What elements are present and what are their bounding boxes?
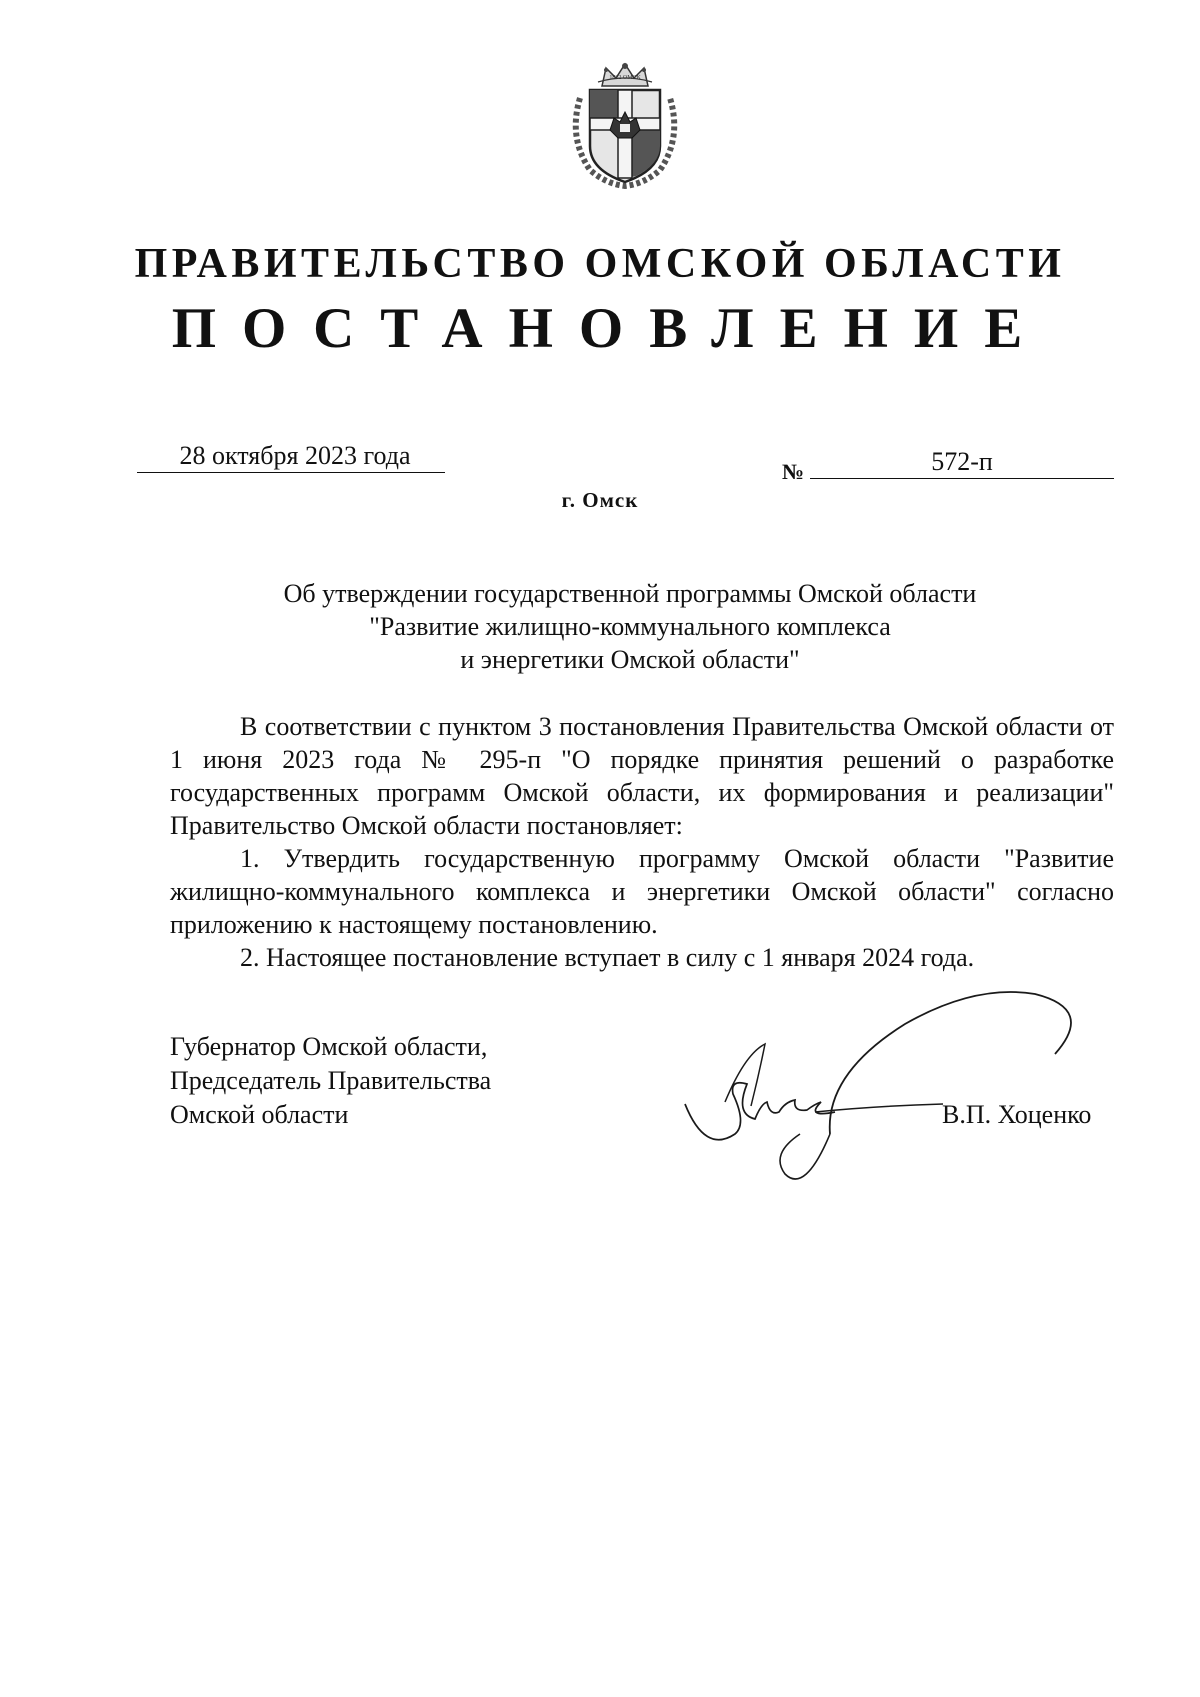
preamble-paragraph: В соответствии с пунктом 3 постановления Правительства Омской области от 1 июня 2023 года № 295-п "О порядке принятия решений о разработке государственных программ Омской области, их формирования и реализации" Правительство Омской области постановляет: [170,712,1114,840]
document-date: 28 октября 2023 года [137,440,445,473]
document-body [170,710,1114,974]
emblem-motto: 1822 ОМСК [609,75,641,81]
subject-line: Об утверждении государственной программы Омской области [283,579,977,608]
item-2-paragraph: 2. Настоящее постановление вступает в силу с 1 января 2024 года. [240,943,975,972]
signer-position-line: Омской области [170,1100,349,1129]
number-sign: № [782,459,805,484]
item-1-paragraph: 1. Утвердить государственную программу Омской области "Развитие жилищно-коммунального комплекса и энергетики Омской области" согласно приложению к настоящему постановлению. [170,844,1114,939]
signer-position [170,1030,491,1132]
document-type-title: ПОСТАНОВЛЕНИЕ [171,297,1049,360]
document-city: г. Омск [561,488,639,512]
subject-line: и энергетики Омской области" [460,645,800,674]
subject-line: "Развитие жилищно-коммунального комплекса [369,612,891,641]
signer-position-line: Председатель Правительства [170,1066,492,1095]
organization-title: ПРАВИТЕЛЬСТВО ОМСКОЙ ОБЛАСТИ [134,241,1066,287]
handwritten-signature-icon [675,984,1095,1184]
document-subject [170,577,1090,676]
omsk-oblast-coat-of-arms-icon [562,58,688,190]
signer-position-line: Губернатор Омской области, [170,1032,488,1061]
document-number: 572-п [810,446,1114,479]
signer-name: В.П. Хоценко [942,1100,1092,1129]
